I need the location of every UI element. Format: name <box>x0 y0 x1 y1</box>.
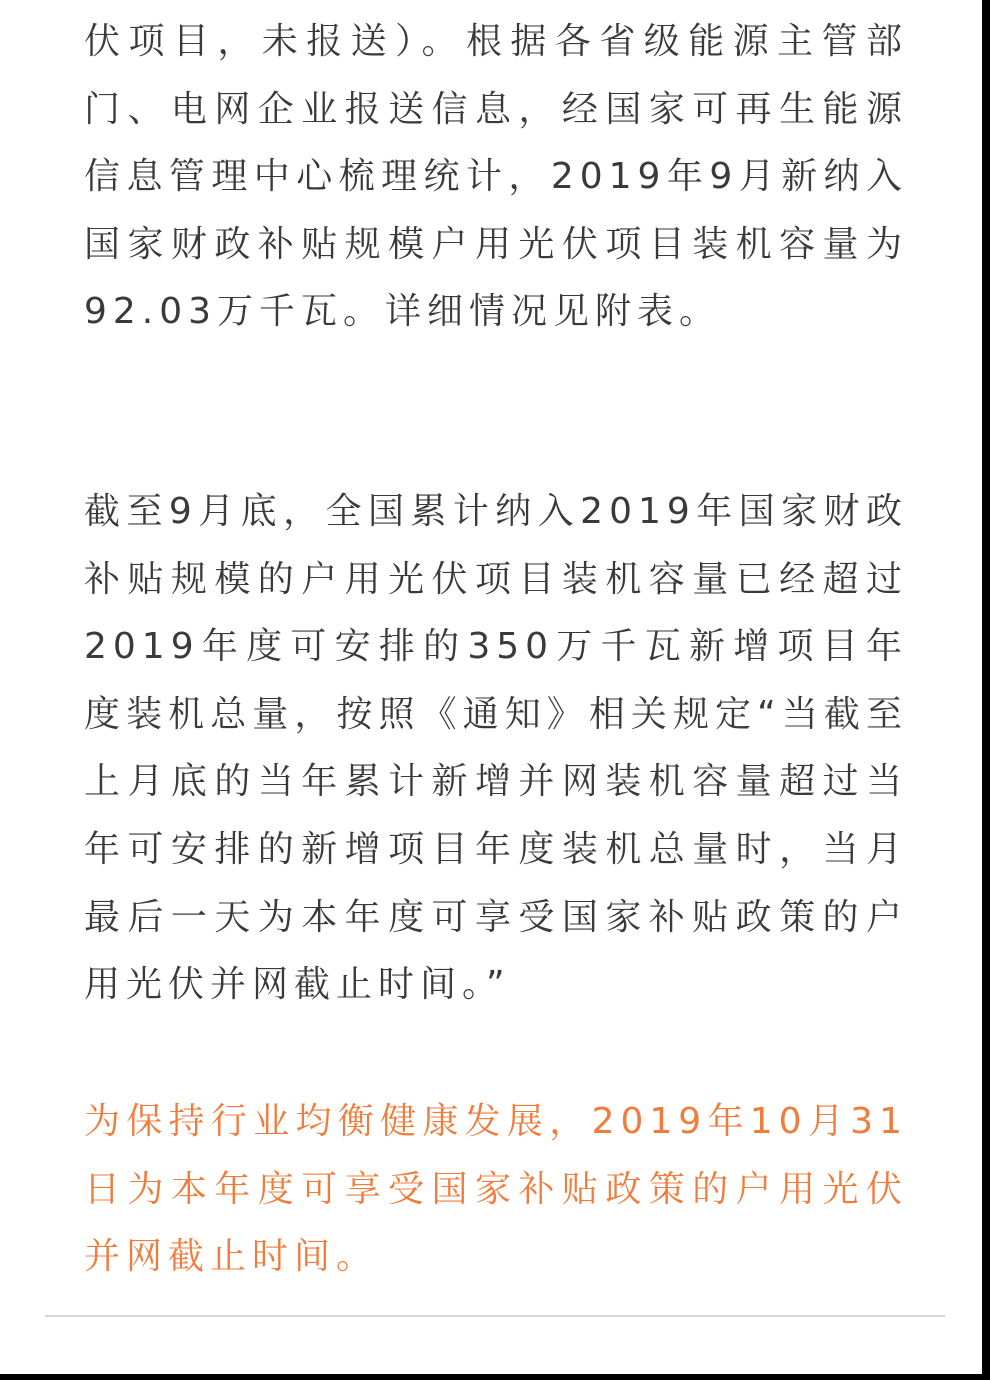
article-paragraph-1: 伏项目，未报送）。根据各省级能源主管部门、电网企业报送信息，经国家可再生能源信息管理中心梳理统计，2019年9月新纳入国家财政补贴规模户用光伏项目装机容量为92.03万千瓦。详细情况见附表。 <box>84 21 908 333</box>
highlight-paragraph: 为保持行业均衡健康发展，2019年10月31日为本年度可享受国家补贴政策的户用光伏并网截止时间。 <box>84 1101 908 1278</box>
section-divider <box>45 1315 945 1317</box>
article-paragraph-2: 截至9月底，全国累计纳入2019年国家财政补贴规模的户用光伏项目装机容量已经超过2019年度可安排的350万千瓦新增项目年度装机总量，按照《通知》相关规定“当截至上月底的当年累计新增并网装机容量超过当年可安排的新增项目年度装机总量时，当月最后一天为本年度可享受国家补贴政策的户用光伏并网截止时间。” <box>84 491 908 1006</box>
